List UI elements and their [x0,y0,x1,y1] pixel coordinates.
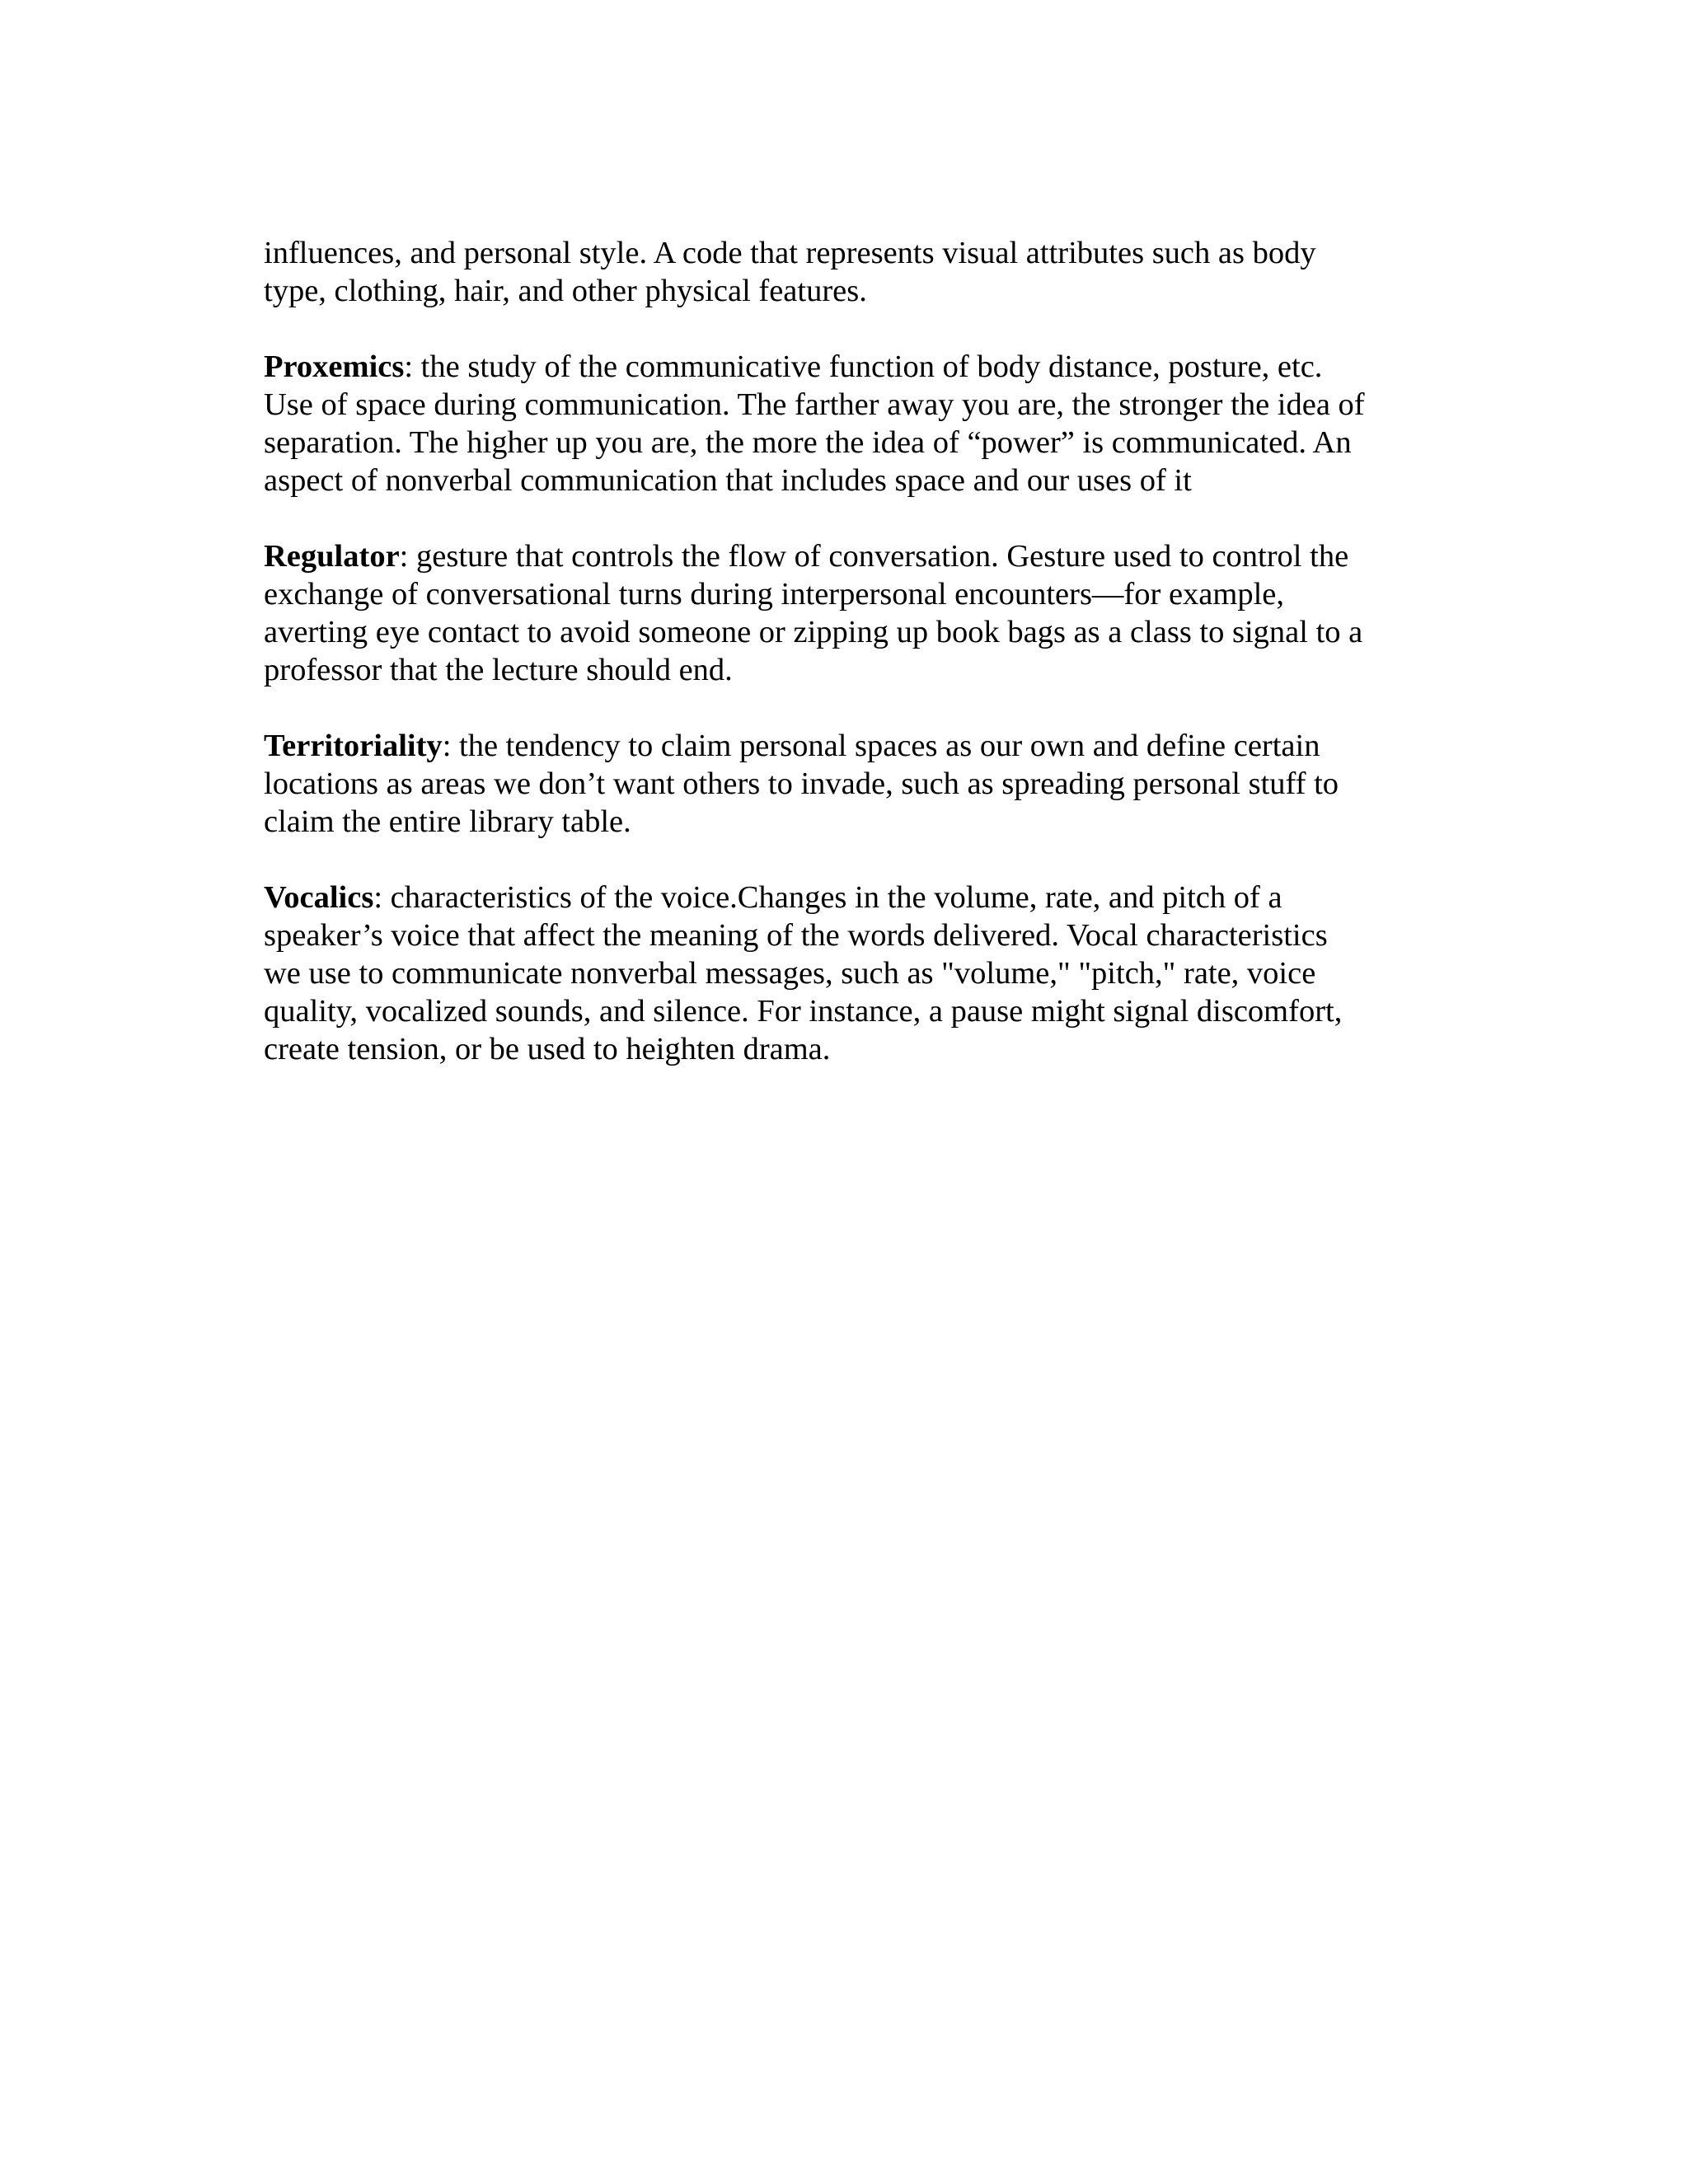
term-regulator: Regulator [264,539,400,574]
definition-vocalics [264,879,1451,1068]
definition-proxemics [264,348,1451,499]
paragraph-line: type, clothing, hair, and other physical features. [264,274,867,308]
paragraph-line: gesture that controls the flow of conversation. Gesture used to control the [408,539,1349,574]
paragraph-line: quality, vocalized sounds, and silence. For instance, a pause might signal discomfort, [264,994,1343,1029]
paragraph-line: characteristics of the voice.Changes in the volume, rate, and pitch of a [382,880,1282,915]
term-separator: : [404,349,414,384]
definition-regulator [264,537,1451,689]
paragraph-line: speaker’s voice that affect the meaning of the words delivered. Vocal characteristics [264,918,1328,953]
paragraph-continuation [264,234,1451,310]
document-body [264,234,1451,1106]
paragraph-line: we use to communicate nonverbal messages, such as "volume," "pitch," rate, voice [264,956,1316,991]
paragraph-line: Use of space during communication. The farther away you are, the stronger the idea of [264,387,1365,422]
term-territoriality: Territoriality [264,729,443,763]
paragraph-line: the study of the communicative function of body distance, posture, etc. [413,349,1323,384]
paragraph-line: the tendency to claim personal spaces as our own and define certain [451,729,1320,763]
paragraph-line: professor that the lecture should end. [264,653,733,687]
term-proxemics: Proxemics [264,349,405,384]
term-vocalics: Vocalics [264,880,374,915]
paragraph-line: aspect of nonverbal communication that includes space and our uses of it [264,463,1192,498]
paragraph-line: locations as areas we don’t want others to invade, such as spreading personal stuff to [264,766,1339,801]
paragraph-line: claim the entire library table. [264,804,631,839]
paragraph-line: exchange of conversational turns during interpersonal encounters—for example, [264,577,1284,612]
paragraph-line: influences, and personal style. A code that represents visual attributes such as body [264,236,1316,270]
term-separator: : [442,729,452,763]
term-separator: : [399,539,409,574]
term-separator: : [373,880,383,915]
definition-territoriality [264,727,1451,841]
paragraph-line: averting eye contact to avoid someone or zipping up book bags as a class to signal to a [264,615,1363,649]
paragraph-line: separation. The higher up you are, the more the idea of “power” is communicated. An [264,425,1352,460]
paragraph-line: create tension, or be used to heighten drama. [264,1032,831,1066]
